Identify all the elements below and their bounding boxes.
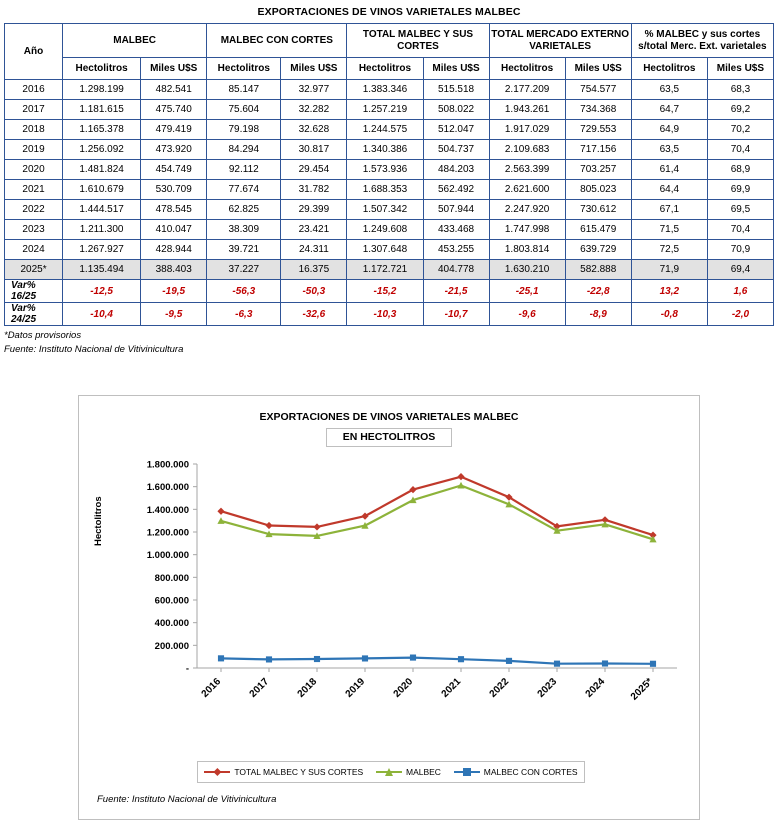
table-cell: 482.541 (141, 80, 207, 100)
subheader-hectolitros-4: Hectolitros (489, 58, 565, 80)
table-cell: 1.383.346 (347, 80, 423, 100)
variation-cell: -19,5 (141, 280, 207, 303)
data-point-marker (314, 656, 320, 662)
table-cell: 23.421 (281, 220, 347, 240)
table-cell: 1.165.378 (63, 120, 141, 140)
table-cell: 1.172.721 (347, 260, 423, 280)
subheader-hectolitros-1: Hectolitros (63, 58, 141, 80)
table-cell: 32.977 (281, 80, 347, 100)
table-cell: 68,9 (707, 160, 773, 180)
data-point-marker (218, 655, 224, 661)
legend-swatch-icon (204, 767, 230, 777)
variation-label: Var% 24/25 (5, 303, 63, 326)
table-cell: 85.147 (207, 80, 281, 100)
subheader-hectolitros-5: Hectolitros (631, 58, 707, 80)
table-cell-year: 2021 (5, 180, 63, 200)
table-cell: 1.181.615 (63, 100, 141, 120)
plot-area (79, 456, 699, 756)
table-cell: 69,2 (707, 100, 773, 120)
table-cell-year: 2022 (5, 200, 63, 220)
table-cell: 453.255 (423, 240, 489, 260)
table-cell: 1.481.824 (63, 160, 141, 180)
variation-cell: -12,5 (63, 280, 141, 303)
table-cell: 754.577 (565, 80, 631, 100)
table-row (5, 200, 774, 220)
table-cell-year: 2017 (5, 100, 63, 120)
table-notes (4, 329, 774, 357)
table-sub-header-row (5, 58, 774, 80)
header-malbec: MALBEC (63, 24, 207, 58)
header-year: Año (5, 24, 63, 80)
table-cell: 1.257.219 (347, 100, 423, 120)
note-provisional: *Datos provisorios (4, 330, 82, 341)
table-cell: 1.630.210 (489, 260, 565, 280)
variation-label: Var% 16/25 (5, 280, 63, 303)
table-cell: 508.022 (423, 100, 489, 120)
table-cell: 428.944 (141, 240, 207, 260)
table-cell: 582.888 (565, 260, 631, 280)
table-cell: 1.249.608 (347, 220, 423, 240)
table-cell: 703.257 (565, 160, 631, 180)
exports-table (4, 23, 774, 326)
table-cell-year: 2018 (5, 120, 63, 140)
variation-cell: -10,7 (423, 303, 489, 326)
table-cell: 479.419 (141, 120, 207, 140)
y-tick-label: 1.400.000 (146, 504, 189, 516)
x-tick-label: 2019 (343, 676, 368, 700)
table-cell: 29.454 (281, 160, 347, 180)
table-cell: 1.803.814 (489, 240, 565, 260)
chart-legend (197, 761, 585, 783)
legend-swatch-icon (454, 767, 480, 777)
table-cell: 473.920 (141, 140, 207, 160)
table-cell: 388.403 (141, 260, 207, 280)
table-cell: 63,5 (631, 80, 707, 100)
subheader-miles-us-1: Miles U$S (141, 58, 207, 80)
table-row (5, 240, 774, 260)
table-cell: 530.709 (141, 180, 207, 200)
table-cell: 72,5 (631, 240, 707, 260)
table-cell: 1.135.494 (63, 260, 141, 280)
table-row (5, 100, 774, 120)
table-cell: 730.612 (565, 200, 631, 220)
x-tick-label: 2017 (247, 676, 272, 700)
note-source: Fuente: Instituto Nacional de Vitivinicultura (4, 343, 184, 355)
table-cell: 515.518 (423, 80, 489, 100)
table-cell: 30.817 (281, 140, 347, 160)
table-cell: 63,5 (631, 140, 707, 160)
variation-cell: 13,2 (631, 280, 707, 303)
y-tick-label: 200.000 (154, 640, 189, 652)
series-line-2 (221, 658, 653, 664)
y-tick-label: 1.800.000 (146, 459, 189, 471)
x-tick-label: 2018 (295, 676, 320, 700)
variation-cell: -56,3 (207, 280, 281, 303)
data-point-marker (266, 656, 272, 662)
table-cell: 410.047 (141, 220, 207, 240)
table-cell: 512.047 (423, 120, 489, 140)
table-cell: 84.294 (207, 140, 281, 160)
table-cell: 39.721 (207, 240, 281, 260)
table-cell: 484.203 (423, 160, 489, 180)
table-cell: 61,4 (631, 160, 707, 180)
variation-cell: -21,5 (423, 280, 489, 303)
table-variation-row (5, 280, 774, 303)
table-cell: 69,5 (707, 200, 773, 220)
table-cell: 1.573.936 (347, 160, 423, 180)
table-cell: 2.563.399 (489, 160, 565, 180)
table-cell: 1.943.261 (489, 100, 565, 120)
table-cell: 615.479 (565, 220, 631, 240)
table-cell: 1.340.386 (347, 140, 423, 160)
table-cell: 1.211.300 (63, 220, 141, 240)
subheader-miles-us-5: Miles U$S (707, 58, 773, 80)
chart-title (79, 410, 699, 447)
table-cell: 32.628 (281, 120, 347, 140)
table-cell: 1.444.517 (63, 200, 141, 220)
table-cell: 70,9 (707, 240, 773, 260)
variation-cell: -15,2 (347, 280, 423, 303)
variation-cell: -10,3 (347, 303, 423, 326)
series-line-1 (221, 486, 653, 540)
variation-cell: -6,3 (207, 303, 281, 326)
y-tick-label: 600.000 (154, 595, 189, 607)
variation-cell: -25,1 (489, 280, 565, 303)
legend-swatch-icon (376, 767, 402, 777)
data-point-marker (313, 523, 320, 530)
line-chart-svg (79, 456, 699, 756)
chart-title-line2: EN HECTOLITROS (326, 428, 453, 447)
data-point-marker (458, 656, 464, 662)
x-tick-label: 2022 (487, 676, 512, 700)
y-tick-label: 800.000 (154, 572, 189, 584)
chart-container (78, 395, 700, 820)
variation-cell: -0,8 (631, 303, 707, 326)
legend-label: MALBEC (405, 767, 441, 777)
table-cell: 2.177.209 (489, 80, 565, 100)
table-cell-year: 2023 (5, 220, 63, 240)
data-point-marker (265, 522, 272, 529)
table-cell: 24.311 (281, 240, 347, 260)
table-cell: 37.227 (207, 260, 281, 280)
table-cell: 729.553 (565, 120, 631, 140)
table-cell: 734.368 (565, 100, 631, 120)
table-cell: 32.282 (281, 100, 347, 120)
variation-cell: -22,8 (565, 280, 631, 303)
chart-source: Fuente: Instituto Nacional de Vitivinicultura (97, 794, 277, 805)
x-tick-label: 2021 (439, 676, 464, 700)
table-row (5, 220, 774, 240)
table-cell: 79.198 (207, 120, 281, 140)
table-cell: 1.507.342 (347, 200, 423, 220)
table-cell-year: 2024 (5, 240, 63, 260)
table-cell: 64,4 (631, 180, 707, 200)
x-tick-label: 2025* (628, 676, 656, 703)
table-row (5, 260, 774, 280)
legend-item (454, 767, 578, 777)
y-tick-label: 1.600.000 (146, 482, 189, 494)
legend-label: TOTAL MALBEC Y SUS CORTES (234, 767, 364, 777)
y-tick-label: 1.000.000 (146, 550, 189, 562)
table-cell: 504.737 (423, 140, 489, 160)
table-cell: 62.825 (207, 200, 281, 220)
variation-cell: -50,3 (281, 280, 347, 303)
table-group-header-row (5, 24, 774, 58)
table-cell: 1.244.575 (347, 120, 423, 140)
table-cell: 639.729 (565, 240, 631, 260)
y-axis-title: Hectolitros (93, 496, 104, 546)
variation-cell: -32,6 (281, 303, 347, 326)
table-cell: 16.375 (281, 260, 347, 280)
table-cell: 1.256.092 (63, 140, 141, 160)
legend-label: MALBEC CON CORTES (483, 767, 578, 777)
y-tick-label: 1.200.000 (146, 527, 189, 539)
table-cell: 507.944 (423, 200, 489, 220)
x-tick-label: 2020 (391, 676, 416, 700)
variation-cell: -9,5 (141, 303, 207, 326)
table-cell: 69,4 (707, 260, 773, 280)
data-point-marker (410, 655, 416, 661)
table-cell: 68,3 (707, 80, 773, 100)
data-point-marker (602, 660, 608, 666)
table-cell: 2.621.600 (489, 180, 565, 200)
y-tick-label: - (185, 663, 189, 675)
table-cell: 69,9 (707, 180, 773, 200)
table-row (5, 160, 774, 180)
header-total-malbec-y-sus-cortes: TOTAL MALBEC Y SUS CORTES (347, 24, 489, 58)
x-tick-label: 2016 (199, 676, 224, 700)
table-cell: 433.468 (423, 220, 489, 240)
subheader-hectolitros-2: Hectolitros (207, 58, 281, 80)
table-cell-year: 2016 (5, 80, 63, 100)
table-cell: 70,4 (707, 140, 773, 160)
table-cell: 2.247.920 (489, 200, 565, 220)
variation-cell: -9,6 (489, 303, 565, 326)
table-cell: 1.747.998 (489, 220, 565, 240)
table-cell: 70,2 (707, 120, 773, 140)
table-cell: 67,1 (631, 200, 707, 220)
subheader-miles-us-2: Miles U$S (281, 58, 347, 80)
subheader-miles-us-4: Miles U$S (565, 58, 631, 80)
table-row (5, 120, 774, 140)
subheader-hectolitros-3: Hectolitros (347, 58, 423, 80)
data-point-marker (362, 655, 368, 661)
table-cell: 1.917.029 (489, 120, 565, 140)
table-cell: 75.604 (207, 100, 281, 120)
table-cell: 562.492 (423, 180, 489, 200)
subheader-miles-us-3: Miles U$S (423, 58, 489, 80)
header-total-mercado-externo-varietales: TOTAL MERCADO EXTERNO VARIETALES (489, 24, 631, 58)
y-tick-label: 400.000 (154, 618, 189, 630)
data-point-marker (506, 658, 512, 664)
table-cell: 1.267.927 (63, 240, 141, 260)
table-cell: 717.156 (565, 140, 631, 160)
table-cell: 478.545 (141, 200, 207, 220)
data-point-marker (217, 508, 224, 515)
table-cell: 31.782 (281, 180, 347, 200)
table-cell-year: 2020 (5, 160, 63, 180)
table-row (5, 140, 774, 160)
table-cell: 71,5 (631, 220, 707, 240)
table-cell: 70,4 (707, 220, 773, 240)
header-porcentaje-malbec: % MALBEC y sus cortes s/total Merc. Ext. varietales (631, 24, 773, 58)
table-cell: 454.749 (141, 160, 207, 180)
table-cell: 71,9 (631, 260, 707, 280)
table-cell: 64,7 (631, 100, 707, 120)
table-cell-year: 2019 (5, 140, 63, 160)
variation-cell: -8,9 (565, 303, 631, 326)
table-row (5, 180, 774, 200)
table-cell: 2.109.683 (489, 140, 565, 160)
table-cell: 805.023 (565, 180, 631, 200)
table-cell: 38.309 (207, 220, 281, 240)
variation-cell: -10,4 (63, 303, 141, 326)
table-cell: 404.778 (423, 260, 489, 280)
table-cell: 29.399 (281, 200, 347, 220)
table-variation-row (5, 303, 774, 326)
table-row (5, 80, 774, 100)
variation-cell: 1,6 (707, 280, 773, 303)
table-cell-year: 2025* (5, 260, 63, 280)
header-malbec-con-cortes: MALBEC CON CORTES (207, 24, 347, 58)
chart-title-line1: EXPORTACIONES DE VINOS VARIETALES MALBEC (259, 411, 519, 423)
table-cell: 1.307.648 (347, 240, 423, 260)
table-cell: 1.610.679 (63, 180, 141, 200)
legend-item (204, 767, 363, 777)
table-cell: 92.112 (207, 160, 281, 180)
table-cell: 1.298.199 (63, 80, 141, 100)
x-tick-label: 2023 (535, 676, 560, 700)
table-cell: 64,9 (631, 120, 707, 140)
legend-item (376, 767, 441, 777)
table-cell: 77.674 (207, 180, 281, 200)
table-cell: 1.688.353 (347, 180, 423, 200)
data-point-marker (457, 473, 464, 480)
data-point-marker (650, 661, 656, 667)
data-point-marker (554, 661, 560, 667)
variation-cell: -2,0 (707, 303, 773, 326)
table-cell: 475.740 (141, 100, 207, 120)
page-title: EXPORTACIONES DE VINOS VARIETALES MALBEC (257, 6, 521, 18)
x-tick-label: 2024 (583, 676, 608, 700)
